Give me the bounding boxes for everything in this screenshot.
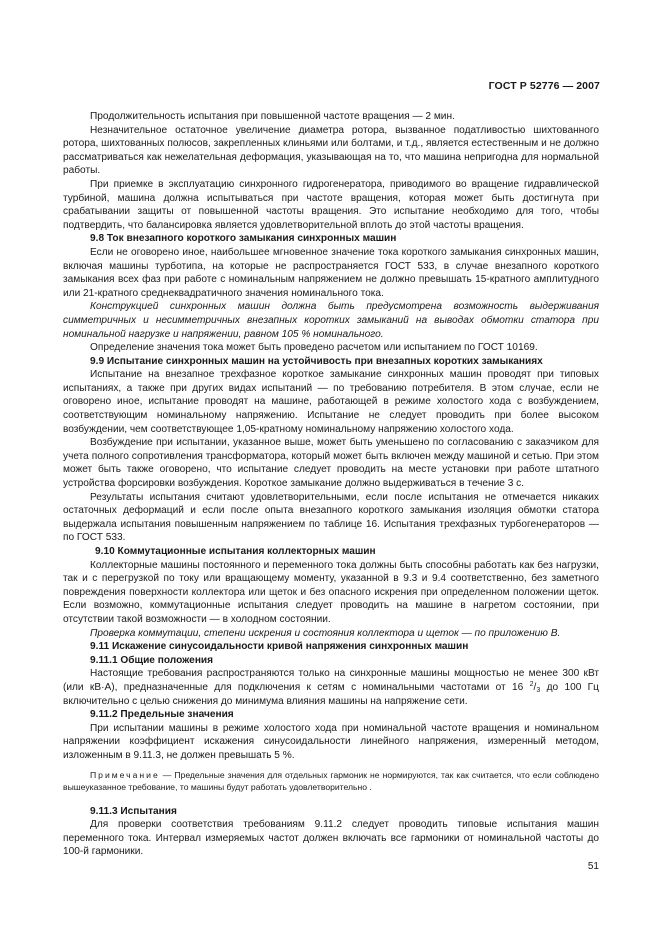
paragraph: Результаты испытания считают удовлетворительными, если после испытания не отмечается никаких остаточных деформаций и если после опыта внезапного короткого замыкания изоляция обмотки статора выдержала испытания повышенным напряжением по таблице 16. Испытания трехфазных турбогенераторов — по ГОСТ 533. xyxy=(63,491,599,544)
note-label: Примечание xyxy=(90,769,160,780)
paragraph-text: до 100 Гц включительно с целью снижения до минимума влияния машины на напряжение сети. xyxy=(63,681,599,707)
section-heading-9-11-1: 9.11.1 Общие положения xyxy=(90,654,214,666)
paragraph-text: Настоящие требования распространяются только на синхронные машины мощностью не менее 300 кВт (или кВ·А), предназначенные для подключения к сетям с номинальными частотами от 16 xyxy=(63,668,599,693)
section-heading-9-9: 9.9 Испытание синхронных машин на устойчивость при внезапных коротких замыканиях xyxy=(90,355,543,367)
paragraph: При приемке в эксплуатацию синхронного гидрогенератора, приводимого во вращение гидравлической турбиной, машина должна испытываться при частоте вращения, которая может быть достигнута при срабатывании защиты от повышенной частоты вращения. Это испытание необходимо для того, чтобы подтвердить, что балансировка является удовлетворительной вплоть до этой частоты вращения. xyxy=(63,178,599,231)
section-heading-9-8: 9.8 Ток внезапного короткого замыкания синхронных машин xyxy=(90,233,397,245)
fraction-numerator: 2 xyxy=(529,680,534,688)
page-number: 51 xyxy=(587,861,599,872)
document-code: ГОСТ Р 52776 — 2007 xyxy=(488,80,600,92)
paragraph: Определение значения тока может быть проведено расчетом или испытанием по ГОСТ 10169. xyxy=(90,342,538,354)
paragraph: При испытании машины в режиме холостого хода при номинальной частоте вращения и номинальном напряжении коэффициент искажения синусоидальности линейного напряжения, измеренный методом, изложенным в 9.11.3, не должен превышать 5 %. xyxy=(63,722,599,761)
paragraph: Если не оговорено иное, наибольшее мгновенное значение тока короткого замыкания синхронных машин, включая машины турботипа, на которые не распространяется ГОСТ 533, в случае внезапного короткого замыкания всех фаз при работе с номинальным напряжением не должно превышать 15-кратного амплитудного или 21-кратного среднеквадратичного значения номинального тока. xyxy=(63,246,599,299)
section-heading-9-11: 9.11 Искажение синусоидальности кривой напряжения синхронных машин xyxy=(90,641,469,653)
paragraph: Испытание на внезапное трехфазное короткое замыкание синхронных машин проводят при типовых испытаниях, а также при других видах испытаний — по требованию потребителя. В этом случае, если не оговорено иное, испытание проводят на машине, работающей в режиме холостого хода с возбуждением, соответствующим номинальному напряжению. Испытание не следует проводить при более высоком возбуждении, чем соответствующее 1,05-кратному номинальному напряжению холостого хода. xyxy=(63,369,599,435)
note xyxy=(63,769,599,793)
section-heading-9-11-3: 9.11.3 Испытания xyxy=(90,805,177,817)
section-heading-9-11-2: 9.11.2 Предельные значения xyxy=(90,709,234,721)
note-text: — Предельные значения для отдельных гармоник не нормируются, так как считается, что если соблюдено вышеуказанное требование, то машины будут работать удовлетворительно . xyxy=(63,769,599,792)
paragraph: Коллекторные машины постоянного и переменного тока должны быть способны работать как без нагрузки, так и с перегрузкой по току или вращающему моменту, указанной в 9.3 и 9.4 соответственно, без заметного повреждения поверхности коллектора или щеток и без опасного искрения при определенном положении щеток. Если возможно, коммутационные испытания следует проводить на машине в нагретом состоянии, при отсутствии такой возможности — в холодном состоянии. xyxy=(63,559,599,625)
paragraph-italic: Проверка коммутации, степени искрения и состояния коллектора и щеток — по приложению В. xyxy=(90,627,561,639)
page-body xyxy=(63,110,599,859)
paragraph: Для проверки соответствия требованиям 9.11.2 следует проводить типовые испытания машин переменного тока. Интервал измеряемых частот должен включать все гармоники от номинальной частоты до 100-й гармоники. xyxy=(63,819,599,858)
paragraph: Незначительное остаточное увеличение диаметра ротора, вызванное податливостью шихтованного ротора, шихтованных полюсов, закрепленных клиньями или болтами, и т.д., является естественным и не должно рассматриваться как нежелательная деформация, указывающая на то, что машина непригодна для нормальной работы. xyxy=(63,124,599,177)
fraction-denominator: 3 xyxy=(536,686,541,694)
paragraph: Продолжительность испытания при повышенной частоте вращения — 2 мин. xyxy=(90,111,455,122)
paragraph: Возбуждение при испытании, указанное выше, может быть уменьшено по согласованию с заказчиком для учета полного сопротивления трансформатора, который может быть включен между машиной и сетью. При этом может быть также оговорено, что испытание следует проводить на месте установки при работе штатного устройства форсировки возбуждения. Короткое замыкание должно выдерживаться в течение 3 с. xyxy=(63,437,599,490)
section-heading-9-10: 9.10 Коммутационные испытания коллекторных машин xyxy=(95,546,376,557)
paragraph-italic: Конструкцией синхронных машин должна быть предусмотрена возможность выдерживания симметричных и несимметричных внезапных коротких замыканий на выводах обмотки статора при номинальной нагрузке и напряжении, равном 105 % номинального. xyxy=(63,301,599,340)
paragraph: Настоящие требования распространяются только на синхронные машины мощностью не менее 300 кВт (или кВ·А), предназначенные для подключения к сетям с номинальными частотами от 16 $^2/_3$ до 100 Гц включительно с целью снижения до минимума влияния машины на напряжение сети. xyxy=(63,668,599,707)
